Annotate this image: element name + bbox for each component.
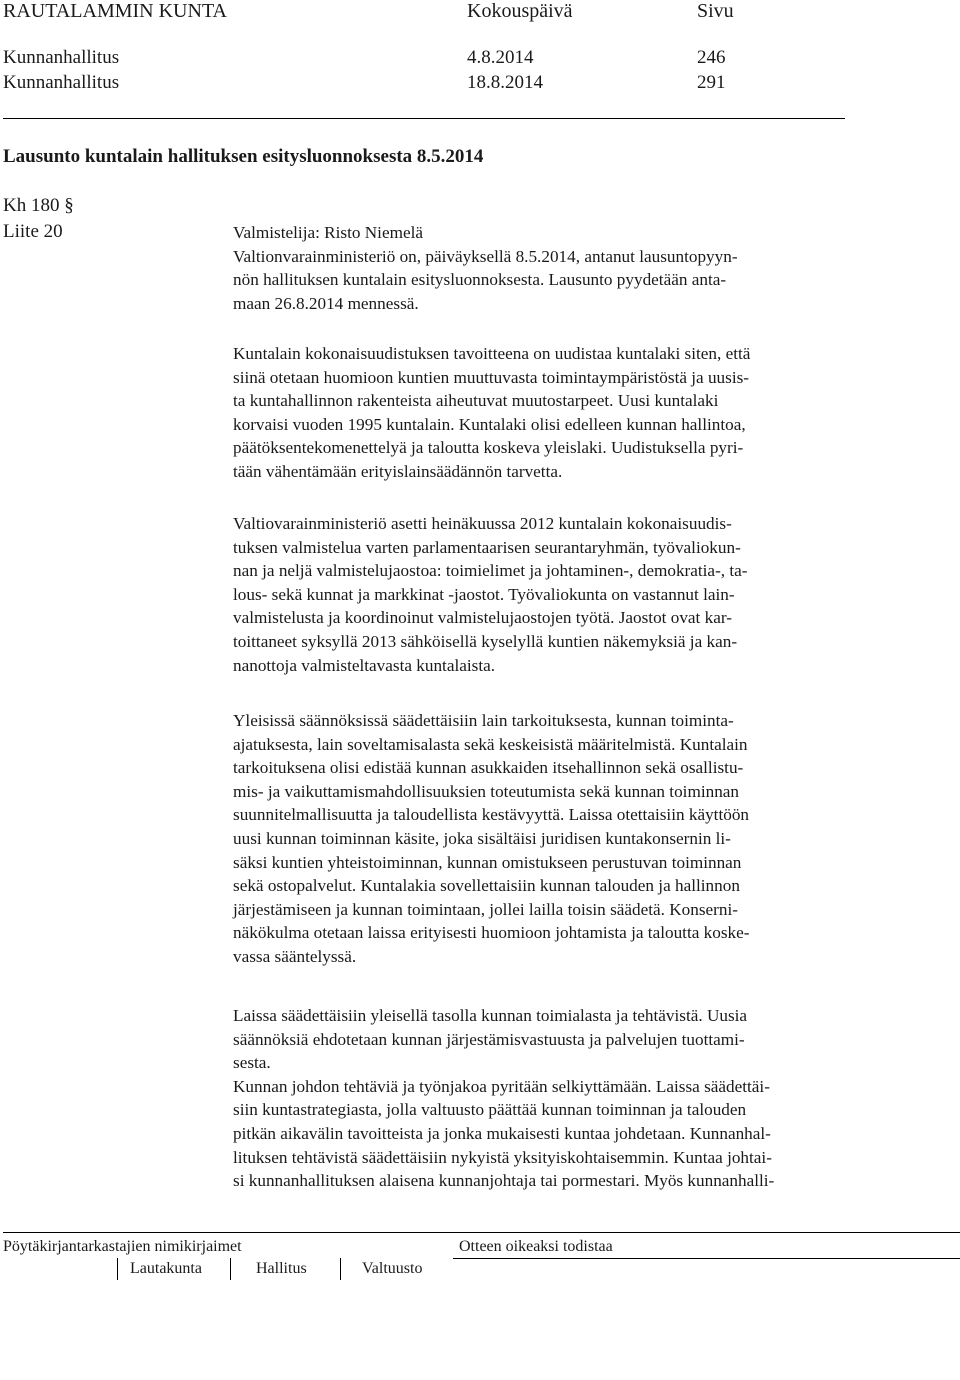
text-line: ta kuntahallinnon rakenteista aiheutuvat muutostarpeet. Uusi kuntalaki [233,391,719,411]
meeting-page-1: 246 [697,47,726,68]
footer-col-board: Hallitus [256,1260,307,1277]
date-column-label: Kokouspäivä [467,0,573,22]
section-sign: § [64,195,74,216]
paragraph-3 [233,512,883,677]
footer-divider [230,1258,231,1280]
text-line: sekä ostopalvelut. Kuntalakia sovellettaisiin kunnan talouden ja hallinnon [233,876,740,896]
document-title: Lausunto kuntalain hallituksen esitysluonnoksesta 8.5.2014 [3,146,484,167]
text-line: päätöksentekomenettelyä ja taloutta koskeva yleislaki. Uudistuksella pyri- [233,438,744,458]
text-line: sesta. [233,1053,271,1073]
text-line: Laissa säädettäisiin yleisellä tasolla kunnan toimialasta ja tehtävistä. Uusia [233,1006,748,1025]
text-line: tään vähentämään erityislainsäädännön tarvetta. [233,461,563,481]
text-line: siin kuntastrategiasta, jolla valtuusto päättää kunnan toiminnan ja talouden [233,1100,747,1120]
signatures-label: Pöytäkirjantarkastajien nimikirjaimet [3,1238,242,1255]
org-name: RAUTALAMMIN KUNTA [3,0,228,22]
page-column-label: Sivu [697,0,734,22]
text-line: nanottoja valmisteltavasta kuntalaista. [233,655,496,675]
text-line: nön hallituksen kuntalain esitysluonnoksesta. Lausunto pyydetään anta- [233,270,727,290]
text-line: toittaneet syksyllä 2013 sähköisellä kyselyllä kuntien näkemyksiä ja kan- [233,631,738,651]
paragraph-4 [233,709,883,969]
text-line: vassa sääntelyssä. [233,946,357,966]
footer-col-council: Valtuusto [362,1260,423,1277]
text-line: Valtionvarainministeriö on, päiväyksellä 8.5.2014, antanut lausuntopyyn- [233,246,738,266]
meeting-date-1: 4.8.2014 [467,47,534,68]
paragraph-5 [233,1004,883,1193]
header-rule [3,118,845,119]
footer-divider [117,1258,118,1280]
attachment-label: Liite 20 [3,221,63,242]
text-line: uusi kunnan toiminnan käsite, joka sisältäisi juridisen kuntakonsernin li- [233,828,731,848]
text-line: maan 26.8.2014 mennessä. [233,293,419,313]
text-line: Valtiovarainministeriö asetti heinäkuussa 2012 kuntalain kokonaisuudis- [233,514,732,533]
text-line: Kunnan johdon tehtäviä ja työnjakoa pyritään selkiyttämään. Laissa säädettäi- [233,1076,770,1096]
section-kh: Kh 180 [3,195,60,216]
text-line: lituksen tehtävistä säädettäisiin nykyistä yksityiskohtaisemmin. Kuntaa johtai- [233,1147,772,1167]
text-line: tuksen valmistelua varten parlamentaarisen seurantaryhmän, työvaliokun- [233,537,741,557]
text-line: mis- ja vaikuttamismahdollisuuksien toteutumista sekä kunnan toiminnan [233,781,740,801]
text-line: Valmistelija: Risto Niemelä [233,223,423,242]
text-line: valmistelusta ja koordinoinut valmistelujaostojen työtä. Jaostot ovat kar- [233,608,732,628]
certified-label: Otteen oikeaksi todistaa [459,1238,613,1255]
text-line: nan ja neljä valmistelujaostoa: toimielimet ja johtaminen-, demokratia-, ta- [233,561,748,581]
meeting-page-2: 291 [697,72,726,93]
text-line: tarkoituksena olisi edistää kunnan asukkaiden itsehallinnon sekä osallistu- [233,758,744,778]
footer-certified-rule [453,1258,960,1259]
text-line: näkökulma otetaan laissa erityisesti huomioon johtamista ja taloutta koske- [233,923,750,943]
text-line: suunnitelmallisuutta ja taloudellista kestävyyttä. Laissa otettaisiin käyttöön [233,805,750,825]
text-line: ajatuksesta, lain soveltamisalasta sekä keskeisistä määritelmistä. Kuntalain [233,734,748,754]
paragraph-1 [233,221,883,315]
footer-col-committee: Lautakunta [130,1260,202,1277]
text-line: Kuntalain kokonaisuudistuksen tavoitteena on uudistaa kuntalaki siten, että [233,344,751,363]
text-line: si kunnanhallituksen alaisena kunnanjohtaja tai pormestari. Myös kunnanhalli- [233,1171,775,1191]
footer-rule [3,1232,960,1233]
text-line: siinä otetaan huomioon kuntien muuttuvasta toimintaympäristöstä ja uusis- [233,367,750,387]
text-line: lous- sekä kunnat ja markkinat -jaostot. Työvaliokunta on vastannut lain- [233,584,735,604]
text-line: säännöksiä ehdotetaan kunnan järjestämisvastuusta ja palvelujen tuottami- [233,1029,745,1049]
meeting-body-2: Kunnanhallitus [3,72,120,93]
meeting-body-1: Kunnanhallitus [3,47,120,68]
paragraph-2 [233,342,883,484]
text-line: korvaisi vuoden 1995 kuntalain. Kuntalaki olisi edelleen kunnan hallintoa, [233,414,746,434]
text-line: järjestämiseen ja kunnan toimintaan, jollei lailla toisin säädetä. Konserni- [233,899,738,919]
footer-divider [340,1258,341,1280]
meeting-date-2: 18.8.2014 [467,72,543,93]
section-number [3,195,74,217]
text-line: pitkän aikavälin tavoitteista ja jonka mukaisesti kuntaa johdetaan. Kunnanhal- [233,1123,771,1143]
text-line: säksi kuntien yhteistoiminnan, kunnan omistukseen perustuvan toiminnan [233,852,742,872]
text-line: Yleisissä säännöksissä säädettäisiin lain tarkoituksesta, kunnan toiminta- [233,711,734,730]
